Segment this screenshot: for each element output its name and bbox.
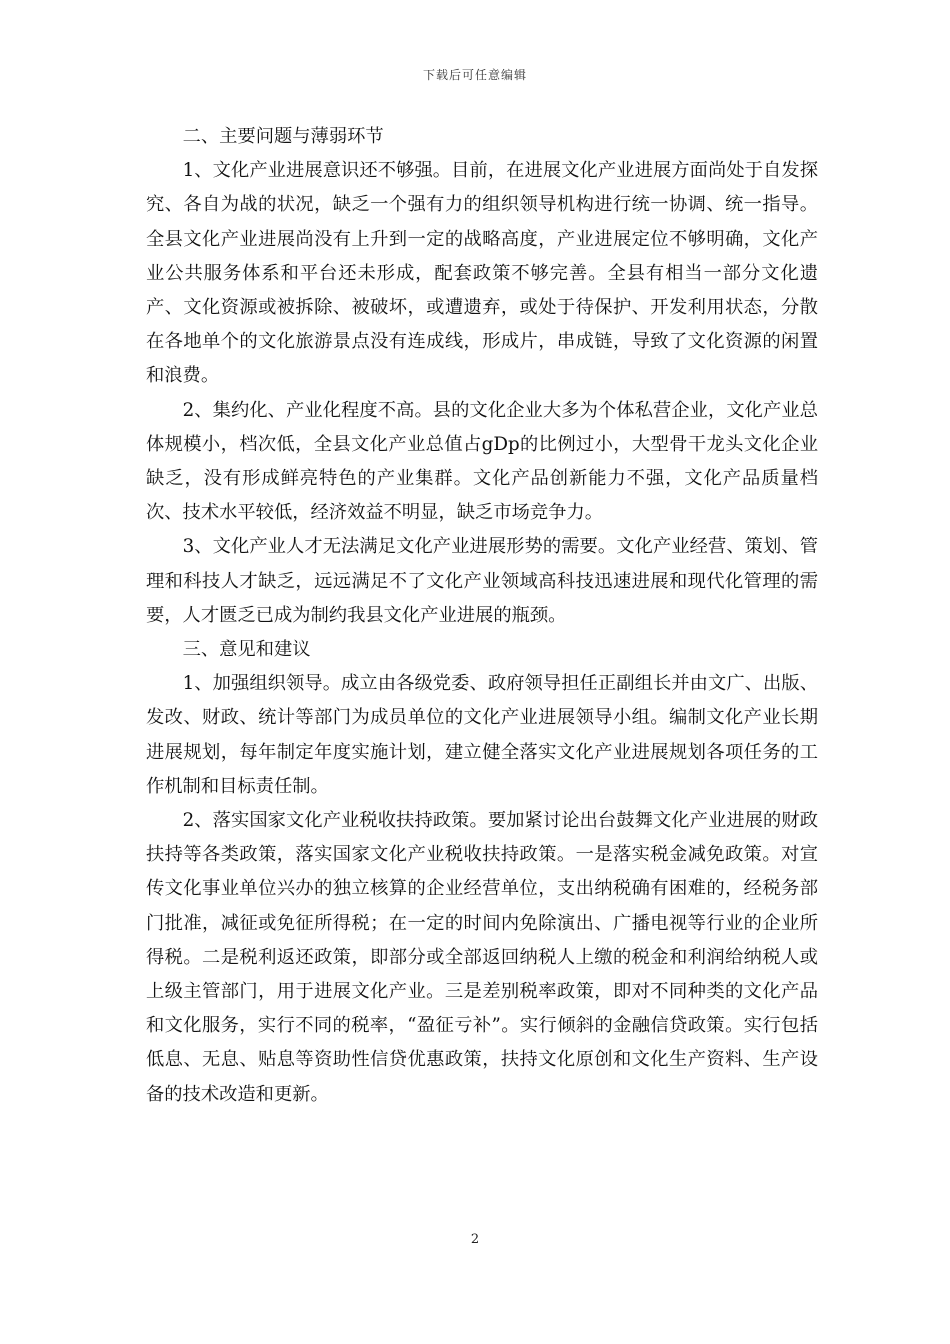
paragraph-leadership: 1、加强组织领导。成立由各级党委、政府领导担任正副组长并由文广、出版、发改、财政、统计等部门为成员单位的文化产业进展领导小组。编制文化产业长期进展规划，每年制定年度实施计划，建立健全落实文化产业进展规划各项任务的工作机制和目标责任制。 (146, 673, 818, 797)
paragraph-intensification: 2、集约化、产业化程度不高。县的文化企业大多为个体私营企业，文化产业总体规模小，档次低，全县文化产业总值占gDp的比例过小，大型骨干龙头文化企业缺乏，没有形成鲜亮特色的产业集群。文化产品创新能力不强，文化产品质量档次、技术水平较低，经济效益不明显，缺乏市场竞争力。 (146, 399, 818, 524)
paragraph-awareness: 1、文化产业进展意识还不够强。目前，在进展文化产业进展方面尚处于自发探究、各自为战的状况，缺乏一个强有力的组织领导机构进行统一协调、统一指导。全县文化产业进展尚没有上升到一定的战略高度，产业进展定位不够明确，文化产业公共服务体系和平台还未形成，配套政策不够完善。全县有相当一部分文化遗产、文化资源或被拆除、被破坏，或遭遗弃，或处于待保护、开发利用状态，分散在各地单个的文化旅游景点没有连成线，形成片，串成链，导致了文化资源的闲置和浪费。 (146, 160, 818, 387)
page-header: 下载后可任意编辑 (422, 68, 527, 82)
section-heading-suggestions: 三、意见和建议 (182, 639, 311, 661)
section-heading-problems: 二、主要问题与薄弱环节 (182, 126, 384, 147)
document-body (146, 120, 818, 1112)
paragraph-tax-policy: 2、落实国家文化产业税收扶持政策。要加紧讨论出台鼓舞文化产业进展的财政扶持等各类政策，落实国家文化产业税收扶持政策。一是落实税金减免政策。对宣传文化事业单位兴办的独立核算的企业经营单位，支出纳税确有困难的，经税务部门批准，减征或免征所得税；在一定的时间内免除演出、广播电视等行业的企业所得税。二是税利返还政策，即部分或全部返回纳税人上缴的税金和利润给纳税人或上级主管部门，用于进展文化产业。三是差别税率政策，即对不同种类的文化产品和文化服务，实行不同的税率，“盈征亏补”。实行倾斜的金融信贷政策。实行包括低息、无息、贴息等资助性信贷优惠政策，扶持文化原创和文化生产资料、生产设备的技术改造和更新。 (146, 810, 818, 1105)
paragraph-talent: 3、文化产业人才无法满足文化产业进展形势的需要。文化产业经营、策划、管理和科技人才缺乏，远远满足不了文化产业领域高科技迅速进展和现代化管理的需要，人才匮乏已成为制约我县文化产业进展的瓶颈。 (146, 536, 818, 626)
page-number: 2 (470, 1232, 480, 1247)
